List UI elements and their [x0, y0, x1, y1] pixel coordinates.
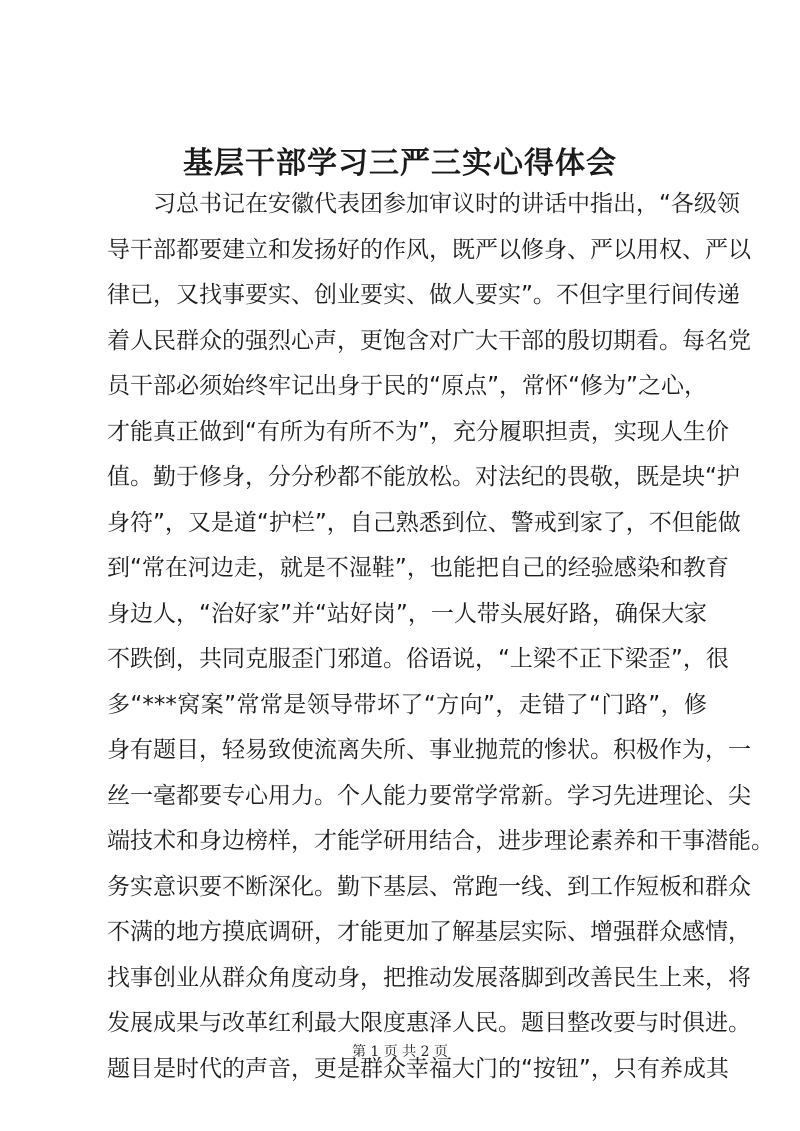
body-line: 题目是时代的声音，更是群众幸福大门的“按钮”，只有养成其: [107, 1055, 729, 1082]
body-line: 端技术和身边榜样，才能学研用结合，进步理论素养和干事潜能。: [107, 828, 774, 854]
body-line: 发展成果与改革红利最大限度惠泽人民。题目整改要与时俱进。: [107, 1010, 751, 1036]
body-line: 到“常在河边走，就是不湿鞋”，也能把自己的经验感染和教育: [107, 555, 729, 581]
body-line: 丝一毫都要专心用力。个人能力要常学常新。学习先进理论、尖: [107, 782, 751, 809]
body-line: 才能真正做到“有所为有所不为”，充分履职担责，实现人生价: [107, 418, 729, 445]
page-number-footer: 第 1 页 共 2 页: [351, 1044, 449, 1060]
body-line: 导干部都要建立和发扬好的作风，既严以修身、严以用权、严以: [107, 236, 751, 263]
body-line: 务实意识要不断深化。勤下基层、常跑一线、到工作短板和群众: [107, 873, 751, 900]
body-line: 不跌倒，共同克服歪门邪道。俗语说，“上梁不正下梁歪”，很: [107, 646, 729, 672]
body-line: 律已，又找事要实、创业要实、做人要实”。不但字里行间传递: [107, 282, 740, 308]
body-line: 身边人，“治好家”并“站好岗”，一人带头展好路，确保大家: [107, 600, 707, 627]
body-line: 不满的地方摸底调研，才能更加了解基层实际、增强群众感情，: [107, 919, 751, 945]
body-line: 员干部必须始终牢记出身于民的“原点”，常怀“修为”之心，: [107, 373, 707, 399]
body-line: 身有题目，轻易致使流离失所、事业抛荒的惨状。积极作为，一: [107, 737, 751, 763]
document-body: [107, 182, 774, 1092]
body-line: 习总书记在安徽代表团参加审议时的讲话中指出，“各级领: [153, 191, 740, 217]
body-line: 着人民群众的强烈心声，更饱含对广大干部的殷切期看。每名党: [107, 327, 751, 354]
body-line: 身符”，又是道“护栏”，自己熟悉到位、警戒到家了，不但能做: [107, 509, 741, 536]
body-line: 多“***窝案”常常是领导带坏了“方向”，走错了“门路”，修: [107, 691, 707, 718]
body-line: 找事创业从群众角度动身，把推动发展落脚到改善民生上来，将: [107, 964, 751, 991]
body-line: 值。勤于修身，分分秒都不能放松。对法纪的畏敬，既是块“护: [107, 464, 740, 490]
document-title: 基层干部学习三严三实心得体会: [183, 146, 617, 181]
